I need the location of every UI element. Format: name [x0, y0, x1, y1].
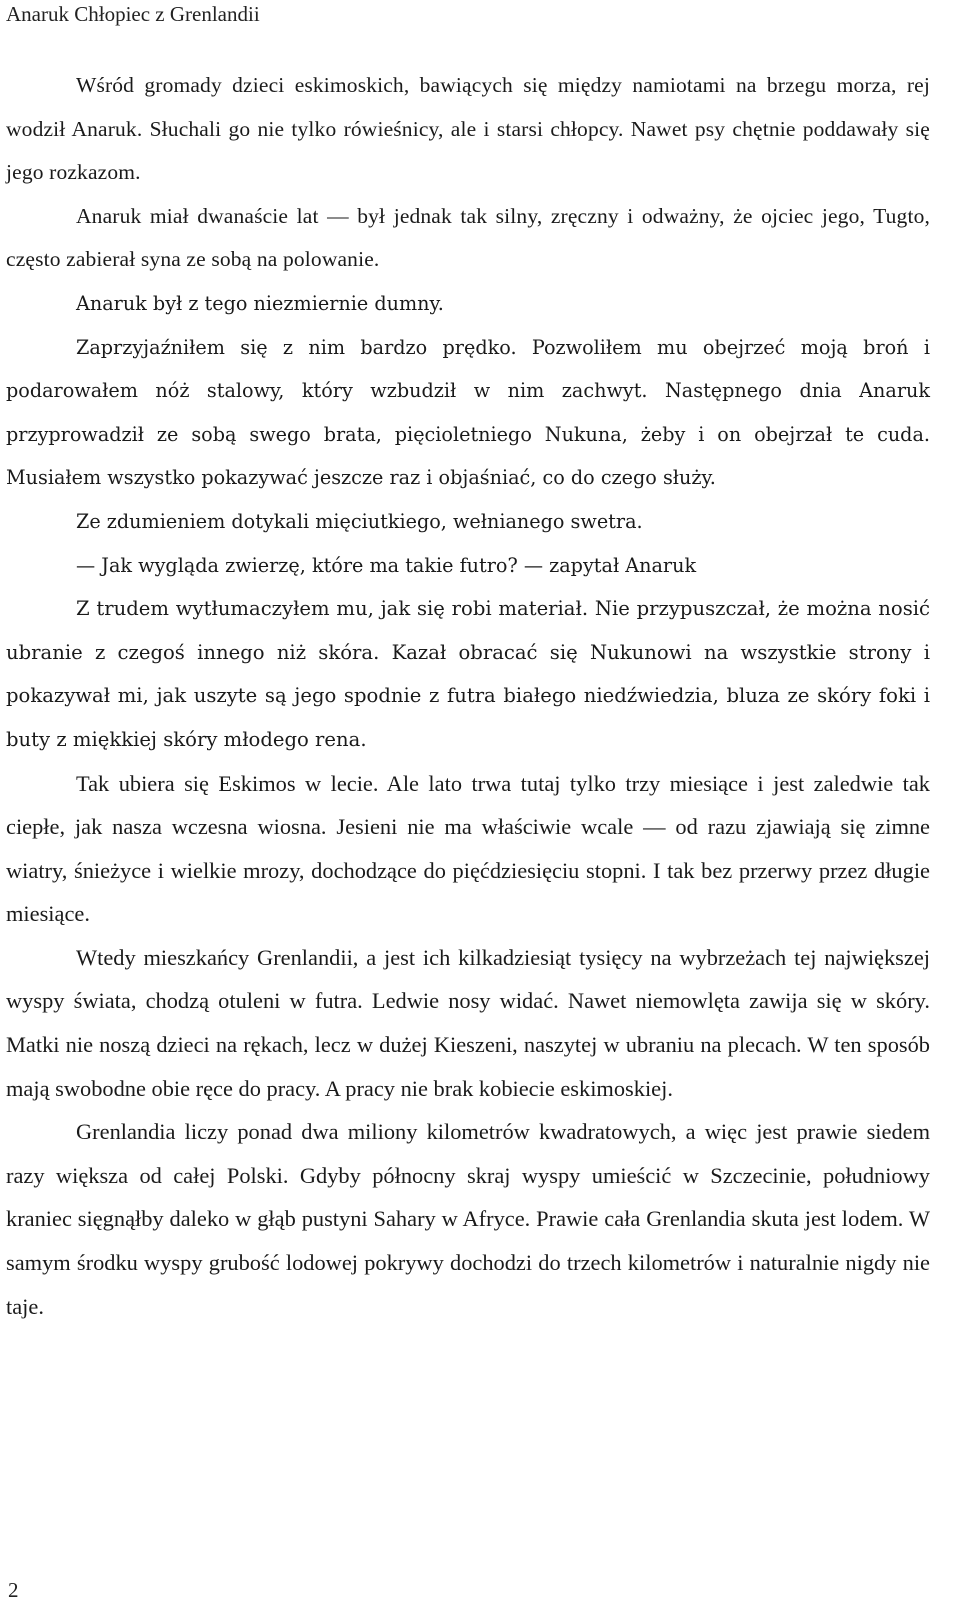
paragraph: Anaruk był z tego niezmiernie dumny.: [76, 291, 444, 315]
paragraph: Anaruk miał dwanaście lat — był jednak tak silny, zręczny i odważny, że ojciec jego, Tugto, często zabierał syna ze sobą na polowanie.: [6, 203, 930, 272]
paragraph: Wtedy mieszkańcy Grenlandii, a jest ich kilkadziesiąt tysięcy na wybrzeżach tej największej wyspy świata, chodzą otuleni w futra. Ledwie nosy widać. Nawet niemowlęta zawija się w skóry. Matki nie noszą dzieci na rękach, lecz w dużej Kieszeni, naszytej w ubraniu na plecach. W ten sposób mają swobodne obie ręce do pracy. A pracy nie brak kobiecie eskimoskiej.: [6, 944, 930, 1101]
page-number: 2: [8, 1578, 19, 1602]
page-body: [6, 64, 930, 1328]
paragraph: Z trudem wytłumaczyłem mu, jak się robi materiał. Nie przypuszczał, że można nosić ubranie z czegoś innego niż skóra. Kazał obracać się Nukunowi na wszystkie strony i pokazywał mi, jak uszyte są jego spodnie z futra białego niedźwiedzia, bluza ze skóry foki i buty z miękkiej skóry młodego rena.: [6, 597, 930, 751]
paragraph: Tak ubiera się Eskimos w lecie. Ale lato trwa tutaj tylko trzy miesiące i jest zaledwie tak ciepłe, jak nasza wczesna wiosna. Jesieni nie ma właściwie wcale — od razu zjawiają się zimne wiatry, śnieżyce i wielkie mrozy, dochodzące do pięćdziesięciu stopni. I tak bez przerwy przez długie miesiące.: [6, 770, 930, 927]
paragraph: Grenlandia liczy ponad dwa miliony kilometrów kwadratowych, a więc jest prawie siedem razy większa od całej Polski. Gdyby północny skraj wyspy umieścić w Szczecinie, południowy kraniec sięgnąłby daleko w głąb pustyni Sahary w Afryce. Prawie cała Grenlandia skuta jest lodem. W samym środku wyspy grubość lodowej pokrywy dochodzi do trzech kilometrów i naturalnie nigdy nie taje.: [6, 1119, 930, 1319]
paragraph: Zaprzyjaźniłem się z nim bardzo prędko. Pozwoliłem mu obejrzeć moją broń i podarowałem nóż stalowy, który wzbudził w nim zachwyt. Następnego dnia Anaruk przyprowadził ze sobą swego brata, pięcioletniego Nukuna, żeby i on obejrzał te cuda. Musiałem wszystko pokazywać jeszcze raz i objaśniać, co do czego służy.: [6, 335, 930, 490]
paragraph: Wśród gromady dzieci eskimoskich, bawiących się między namiotami na brzegu morza, rej wodził Anaruk. Słuchali go nie tylko rówieśnicy, ale i starsi chłopcy. Nawet psy chętnie poddawały się jego rozkazom.: [6, 73, 930, 185]
paragraph: Ze zdumieniem dotykali mięciutkiego, wełnianego swetra.: [76, 509, 643, 533]
running-header: Anaruk Chłopiec z Grenlandii: [6, 2, 260, 26]
paragraph: — Jak wygląda zwierzę, które ma takie futro? — zapytał Anaruk: [76, 553, 697, 577]
